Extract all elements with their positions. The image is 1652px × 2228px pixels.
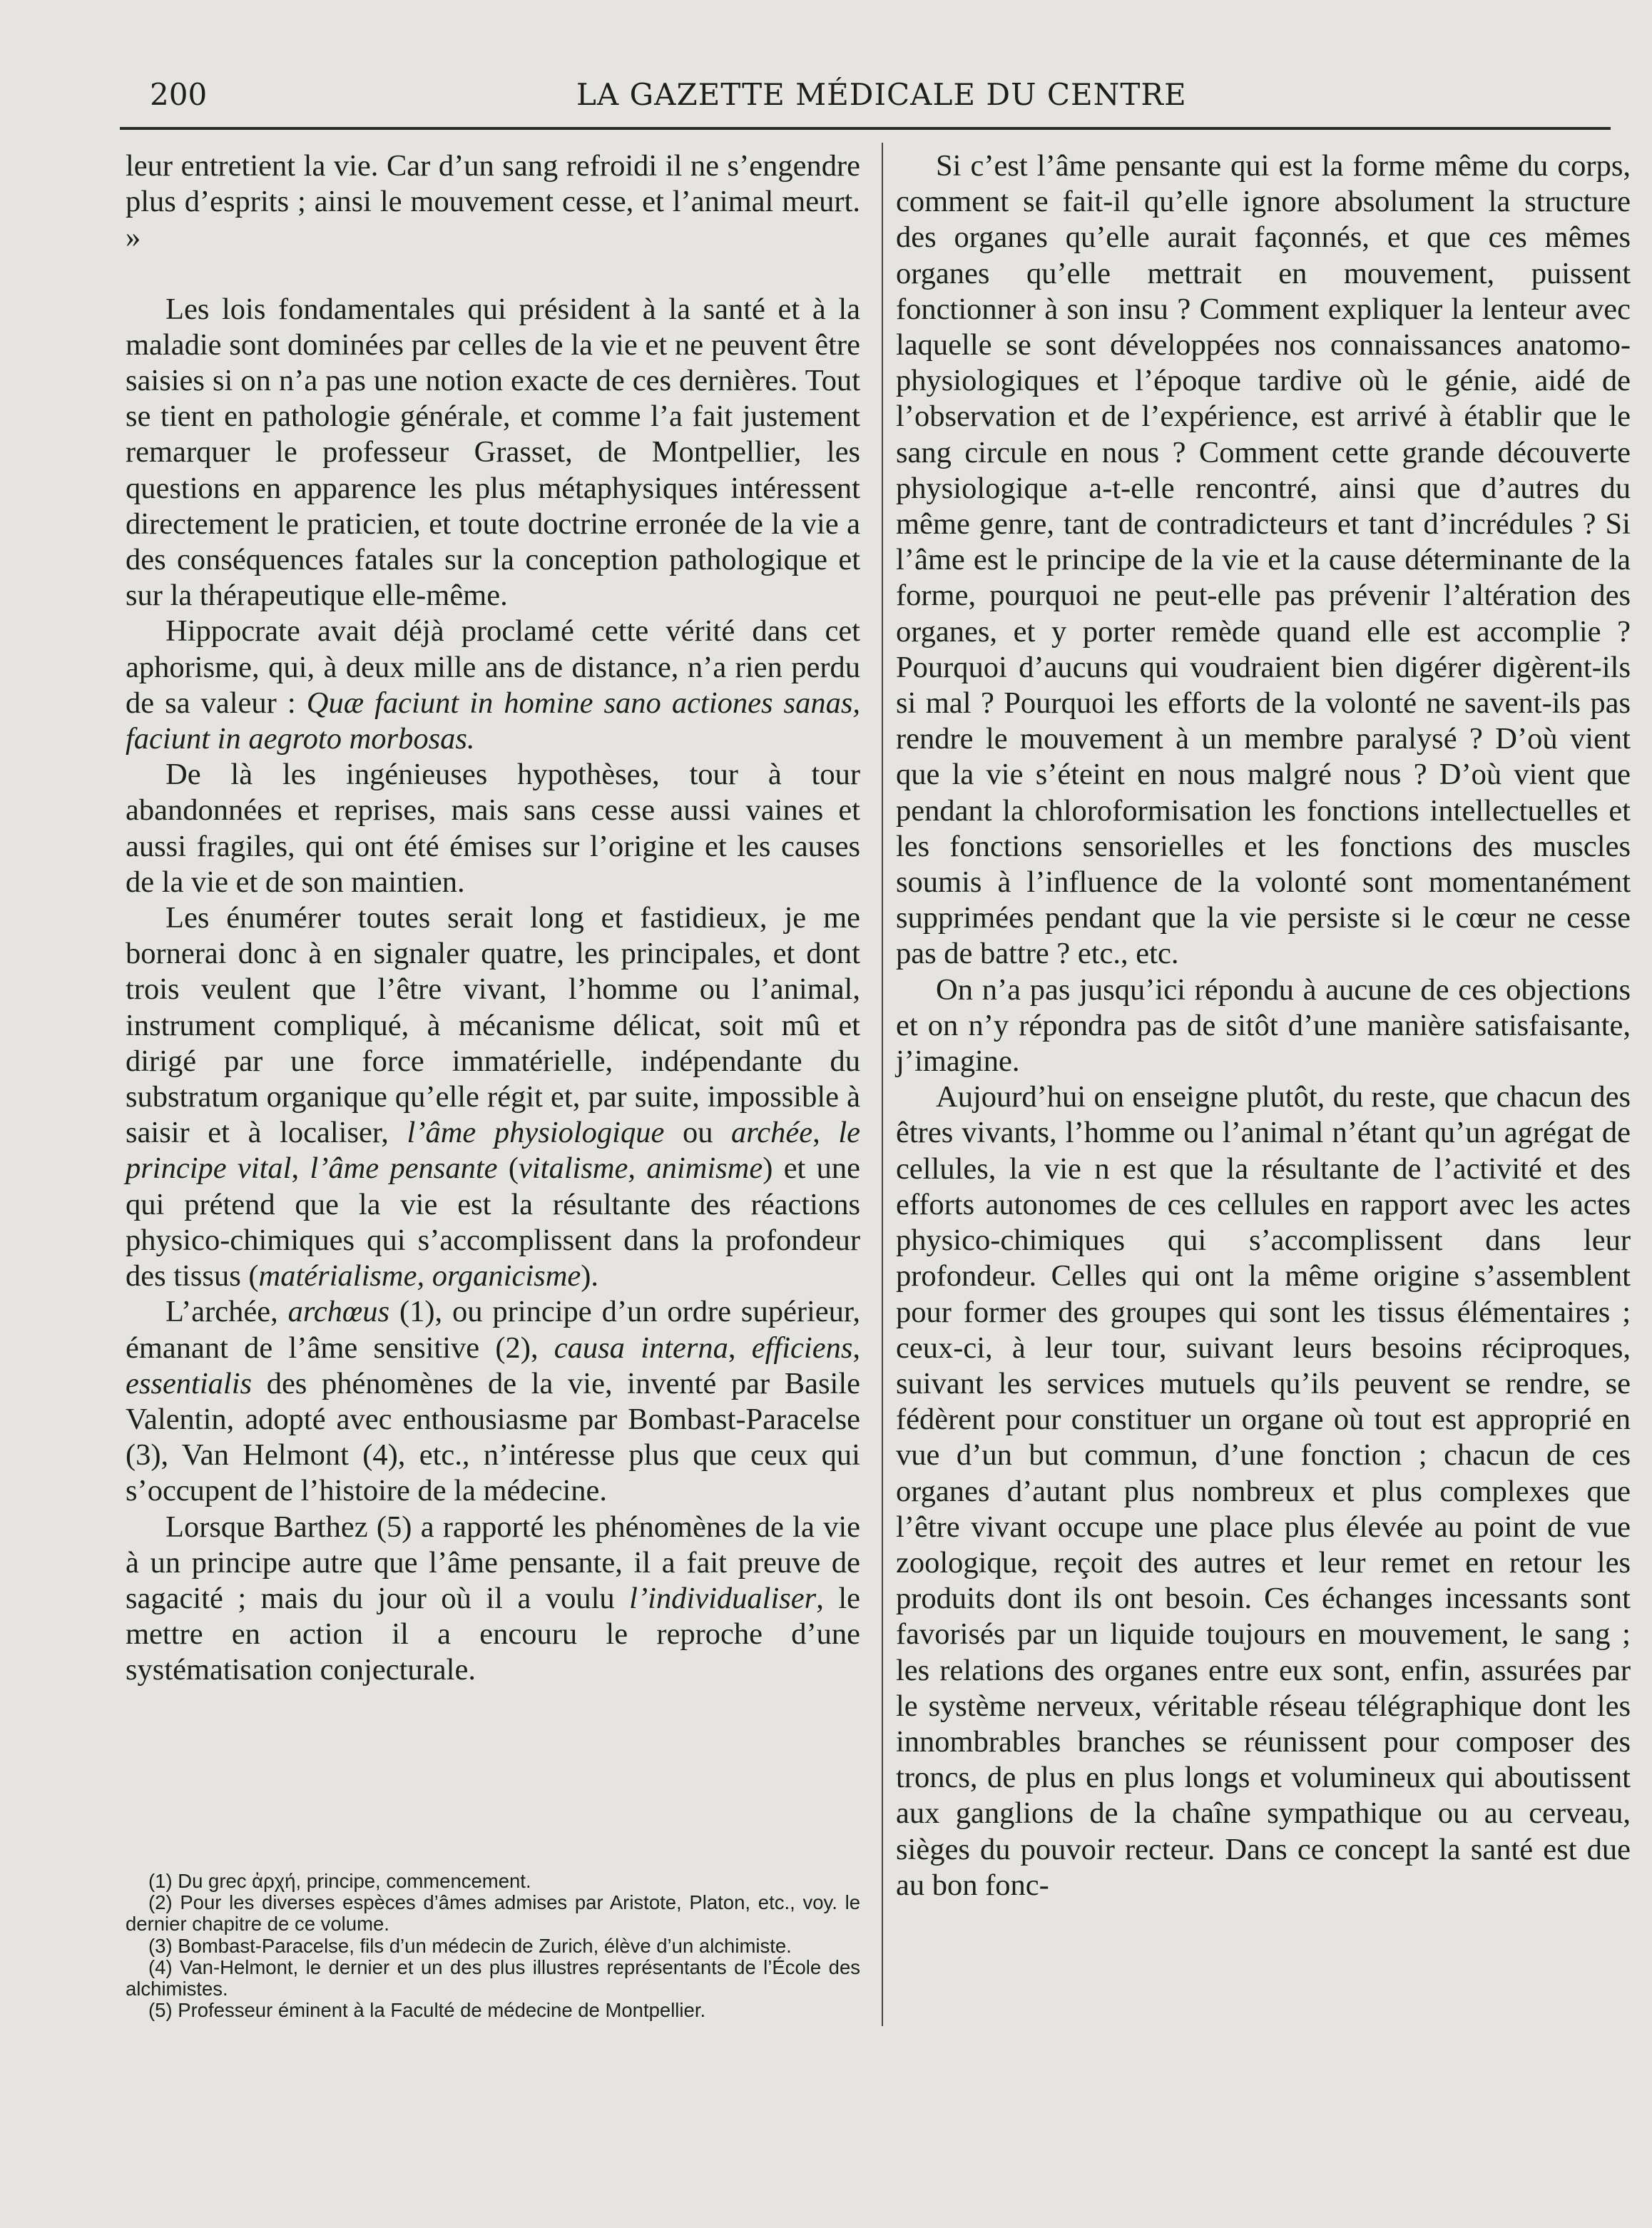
left-column [126, 148, 860, 1689]
header-rule [120, 127, 1611, 130]
page-number: 200 [150, 77, 208, 112]
text-run: Lorsque Barthez (5) a rapporté les phénomènes de la vie à un principe autre que l’âme pensante, il a fait preuve de sagacité ; mais du jour où il a voulu [126, 1510, 860, 1615]
italic-term: l’âme pensante [310, 1151, 498, 1186]
journal-title: LA GAZETTE MÉDICALE DU CENTRE [576, 77, 1187, 112]
paragraph: Les lois fondamentales qui président à la santé et à la maladie sont dominées par celles de la vie et ne peuvent être saisies si on n’a pas une notion exacte de ces dernières. Tout se tient en pathologie générale, et comme l’a fait justement remarquer le professeur Grasset, de Montpellier, les questions en apparence les plus métaphysiques intéressent directement le praticien, et toute doctrine erronée de la vie a des conséquences fatales sur la conception pathologique et sur la thérapeutique elle-même. [126, 292, 860, 613]
text-run: L’archée, [165, 1295, 288, 1329]
paragraph [126, 1510, 860, 1689]
footnotes [126, 1871, 860, 2021]
italic-term: essentialis [126, 1366, 253, 1400]
italic-term: matérialisme, organicisme [258, 1259, 581, 1293]
italic-term: l’individualiser [629, 1581, 817, 1615]
text-run: , [852, 1331, 861, 1365]
text-run: ) et une qui prétend que la vie est la résultante des réactions physico-chimiques qui s’accomplissent dans la profondeur des tissus ( [126, 1151, 861, 1293]
footnote-2: (2) Pour les diverses espèces d’âmes admises par Aristote, Platon, etc., voy. le dernier chapitre de ce volume. [126, 1891, 860, 1935]
right-column [896, 148, 1631, 1903]
footnote-4: (4) Van-Helmont, le dernier et un des plus illustres représentants de l’École des alchimistes. [126, 1955, 860, 2000]
paragraph: On n’a pas jusqu’ici répondu à aucune de ces objections et on n’y répondra pas de sitôt d’une manière satisfaisante, j’imagine. [896, 972, 1631, 1079]
text-run: Les énumérer toutes serait long et fastidieux, je me bornerai donc à en signaler quatre, les principales, et dont trois veulent que l’être vivant, l’homme ou l’animal, instrument compliqué, à mécanisme délicat, soit mû et dirigé par une force immatérielle, indépendante du substratum organique qu’elle régit et, par suite, impossible à saisir et à localiser, [126, 901, 860, 1150]
paragraph: Si c’est l’âme pensante qui est la forme même du corps, comment se fait-il qu’elle ignore absolument la structure des organes qu’elle aurait façonnés, et que ces mêmes organes qu’elle mettrait en mouvement, puissent fonctionner à son insu ? Comment expliquer la lenteur avec laquelle se sont développées nos connaissances anatomo-physiologiques et l’époque tardive où le génie, aidé de l’observation et de l’expérience, est arrivé à établir que le sang circule en nous ? Comment cette grande découverte physiologique a-t-elle rencontré, ainsi que d’autres du même genre, tant de contradicteurs et tant d’incrédules ? Si l’âme est le principe de la vie et la cause déterminante de la forme, pourquoi ne peut-elle pas prévenir l’altération des organes, et y porter remède quand elle est accomplie ? Pourquoi d’aucuns qui voudraient bien digérer digèrent-ils si mal ? Pourquoi les efforts de la volonté ne savent-ils pas rendre le mouvement à un membre paralysé ? D’où vient que la vie s’éteint en nous malgré nous ? D’où vient que pendant la chloroformisation les fonctions intellectuelles et les fonctions sensorielles et les fonctions des muscles soumis à l’influence de la volonté sont momentanément supprimées pendant que la vie persiste si le cœur ne cesse pas de battre ? etc., etc. [896, 149, 1631, 971]
text-run: ( [497, 1151, 519, 1186]
italic-term: efficiens [751, 1331, 853, 1365]
column-divider [882, 143, 883, 2026]
paragraph [126, 614, 860, 757]
text-run: des phénomènes de la vie, inventé par Basile Valentin, adopté avec enthousiasme par Bombast-Paracelse (3), Van Helmont (4), etc., n’intéresse plus que ceux qui s’occupent de l’histoire de la médecine. [126, 1366, 860, 1508]
paragraph: Aujourd’hui on enseigne plutôt, du reste, que chacun des êtres vivants, l’homme ou l’animal n’étant qu’un agrégat de cellules, la vie n est que la résultante de l’activité et des efforts autonomes de ces cellules en rapport avec les actes physico-chimiques qui s’accomplissent dans leur profondeur. Celles qui ont la même origine s’assemblent pour former des groupes qui sont les tissus élémentaires ; ceux-ci, à leur tour, suivant leurs besoins réciproques, suivant les services mutuels qu’ils peuvent se rendre, se fédèrent pour constituer un organe où tout est approprié en vue d’un but commun, d’une fonction ; chacun de ces organes d’autant plus nombreux et plus complexes que l’être vivant occupe une place plus élevée au point de vue zoologique, reçoit des autres et leur remet en retour les produits dont ils ont besoin. Ces échanges incessants sont favorisés par un liquide toujours en mouvement, le sang ; les relations des organes entre eux sont, enfin, assurées par le système nerveux, véritable réseau télégraphique dont les innombrables branches se réunissent pour composer des troncs, de plus en plus longs et volumineux qui aboutissent aux ganglions de la chaîne sympathique ou au cerveau, sièges du pouvoir recteur. Dans ce concept la santé est due au bon fonc- [896, 1080, 1631, 1902]
paragraph [126, 1294, 860, 1509]
text-run: (1), ou principe d’un ordre supérieur, émanant de l’âme sensitive (2), [126, 1295, 860, 1365]
footnote-1: (1) Du grec ἀρχή, principe, commencement. [148, 1870, 531, 1892]
italic-term: l’âme physiologique [407, 1116, 665, 1150]
italic-term: causa interna [554, 1331, 728, 1365]
text-run: , [812, 1116, 839, 1150]
footnote-5: (5) Professeur éminent à la Faculté de médecine de Montpellier. [148, 1999, 706, 2022]
footnote-3: (3) Bombast-Paracelse, fils d’un médecin de Zurich, élève d’un alchimiste. [148, 1934, 792, 1957]
latin-aphorism: Quæ faciunt in homine sano actiones sanas, faciunt in aegroto morbosas. [126, 686, 861, 756]
text-run: Hippocrate avait déjà proclamé cette vérité dans cet aphorisme, qui, à deux mille ans de distance, n’a rien perdu de sa valeur : [126, 614, 860, 720]
paragraph [126, 900, 860, 1294]
paragraph: De là les ingénieuses hypothèses, tour à tour abandonnées et reprises, mais sans cesse aussi vaines et aussi fragiles, qui ont été émises sur l’origine et les causes de la vie et de son maintien. [126, 758, 860, 899]
italic-term: archée [731, 1116, 813, 1150]
text-run: ou [664, 1116, 732, 1150]
text-run: , le mettre en action il a encouru le reproche d’une systématisation conjecturale. [126, 1581, 861, 1687]
text-run: , [728, 1331, 752, 1365]
text-run: ). [581, 1259, 599, 1293]
paragraph: leur entretient la vie. Car d’un sang refroidi il ne s’engendre plus d’esprits ; ainsi le mouvement cesse, et l’animal meurt. » [126, 149, 860, 255]
italic-term: archœus [287, 1295, 390, 1329]
italic-term: vitalisme, animisme [518, 1151, 763, 1186]
italic-term: le principe vital [126, 1116, 861, 1186]
text-run: , [291, 1151, 310, 1186]
